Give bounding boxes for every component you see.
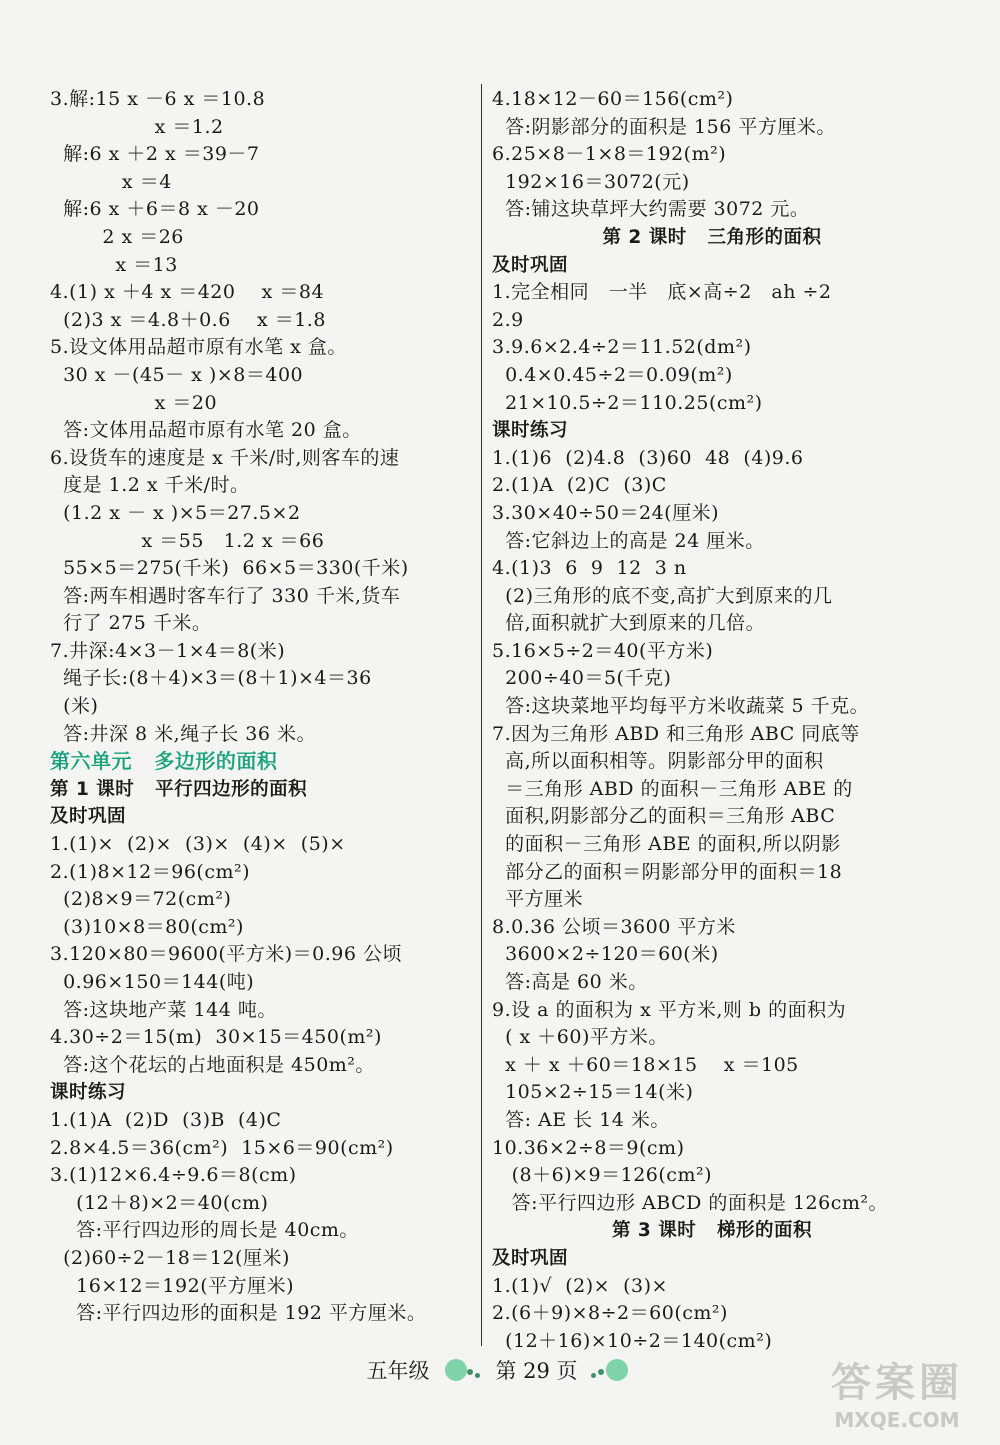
right-line: 10.36×2÷8＝9(cm) (492, 1136, 685, 1159)
left-line: 答:这块地产菜 144 吨。 (50, 998, 277, 1021)
left-line: 解:6 x ＋6＝8 x －20 (50, 198, 260, 221)
left-line: 第六单元 多边形的面积 (50, 749, 278, 774)
right-line: 2.(6＋9)×8÷2＝60(cm²) (492, 1302, 728, 1325)
left-line: 解:6 x ＋2 x ＝39－7 (50, 143, 260, 166)
left-line: x ＝55 1.2 x ＝66 (50, 529, 325, 552)
left-line: x ＝13 (50, 253, 178, 276)
right-line: 4.18×12－60＝156(cm²) (492, 88, 734, 110)
column-divider (481, 84, 482, 1346)
left-column (50, 86, 470, 1328)
left-line: 答:井深 8 米,绳子长 36 米。 (50, 722, 316, 745)
right-line: ( x ＋60)平方米。 (492, 1026, 668, 1049)
right-line: 1.(1)√ (2)× (3)× (492, 1274, 668, 1297)
left-line: (2)8×9＝72(cm²) (50, 888, 232, 911)
right-line: 105×2÷15＝14(米) (492, 1081, 694, 1104)
right-line: 9.设 a 的面积为 x 平方米,则 b 的面积为 (492, 998, 847, 1021)
right-line: (12＋16)×10÷2＝140(cm²) (492, 1329, 773, 1352)
bubble-right-icon (588, 1355, 634, 1385)
page-number: 第 29 页 (495, 1359, 578, 1383)
right-line: 第 2 课时 三角形的面积 (602, 226, 822, 248)
left-line: x ＝1.2 (50, 115, 224, 138)
right-line: 21×10.5÷2＝110.25(cm²) (492, 391, 763, 414)
right-line: (2)三角形的底不变,高扩大到原来的几 (492, 584, 833, 607)
right-line: 答: AE 长 14 米。 (492, 1108, 670, 1131)
left-line: 0.96×150＝144(吨) (50, 971, 255, 993)
right-line: 2.9 (492, 308, 524, 331)
right-line: 答:这块菜地平均每平方米收蔬菜 5 千克。 (492, 695, 870, 718)
right-line: x ＋ x ＋60＝18×15 x ＝105 (492, 1053, 799, 1076)
left-line: 绳子长:(8＋4)×3＝(8＋1)×4＝36 (50, 667, 372, 690)
right-line: 3.30×40÷50＝24(厘米) (492, 501, 720, 524)
left-line: 及时巩固 (50, 806, 127, 828)
left-line: 答:两车相遇时客车行了 330 千米,货车 (50, 584, 401, 607)
left-line: 5.设文体用品超市原有水笔 x 盒。 (50, 336, 347, 359)
left-line: (3)10×8＝80(cm²) (50, 915, 244, 938)
left-line: 7.井深:4×3－1×4＝8(米) (50, 639, 286, 662)
right-line: 课时练习 (492, 420, 569, 442)
right-line: 平方厘米 (492, 888, 584, 911)
left-line: 3.(1)12×6.4÷9.6＝8(cm) (50, 1164, 297, 1187)
left-line: 1.(1)A (2)D (3)B (4)C (50, 1108, 282, 1131)
left-line: 2 x ＝26 (50, 225, 184, 248)
left-line: 答:平行四边形的周长是 40cm。 (50, 1219, 359, 1242)
right-line: 及时巩固 (492, 1247, 569, 1269)
right-line: ＝三角形 ABD 的面积－三角形 ABE 的 (492, 777, 853, 800)
left-line: 3.120×80＝9600(平方米)＝0.96 公顷 (50, 943, 403, 966)
left-line: x ＝4 (50, 170, 172, 193)
left-line: 6.设货车的速度是 x 千米/时,则客车的速 (50, 446, 400, 469)
watermark-text: 答案圈 (831, 1360, 963, 1406)
left-line: 3.解:15 x －6 x ＝10.8 (50, 88, 266, 110)
right-line: 200÷40＝5(千克) (492, 667, 672, 690)
right-line: 答:平行四边形 ABCD 的面积是 126cm²。 (492, 1191, 888, 1214)
right-line: 答:阴影部分的面积是 156 平方厘米。 (492, 115, 836, 138)
left-line: 答:文体用品超市原有水笔 20 盒。 (50, 419, 362, 442)
left-line: 第 1 课时 平行四边形的面积 (50, 778, 308, 800)
left-line: 4.30÷2＝15(m) 30×15＝450(m²) (50, 1026, 382, 1049)
right-line: 答:高是 60 米。 (492, 971, 648, 993)
right-line: 5.16×5÷2＝40(平方米) (492, 639, 714, 662)
right-line: 倍,面积就扩大到原来的几倍。 (492, 612, 766, 635)
left-line: 4.(1) x ＋4 x ＝420 x ＝84 (50, 281, 325, 304)
grade-label: 五年级 (366, 1359, 430, 1383)
right-line: 3.9.6×2.4÷2＝11.52(dm²) (492, 336, 752, 359)
bubble-left-icon (439, 1355, 485, 1385)
right-line: 答:它斜边上的高是 24 厘米。 (492, 529, 765, 552)
right-line: 192×16＝3072(元) (492, 170, 690, 193)
left-line: 55×5＝275(千米) 66×5＝330(千米) (50, 557, 409, 580)
right-line: 答:铺这块草坪大约需要 3072 元。 (492, 198, 810, 221)
right-line: 1.完全相同 一半 底×高÷2 ah ÷2 (492, 281, 832, 304)
left-line: (12＋8)×2＝40(cm) (50, 1191, 269, 1214)
left-line: 行了 275 千米。 (50, 612, 212, 635)
left-line: x ＝20 (50, 391, 218, 414)
left-line: 1.(1)× (2)× (3)× (4)× (5)× (50, 833, 346, 856)
right-line: 0.4×0.45÷2＝0.09(m²) (492, 363, 733, 386)
left-line: 度是 1.2 x 千米/时。 (50, 474, 250, 497)
left-line: 答:这个花坛的占地面积是 450m²。 (50, 1053, 375, 1076)
right-line: 及时巩固 (492, 254, 569, 276)
right-line: 第 3 课时 梯形的面积 (611, 1220, 813, 1242)
right-line: 高,所以面积相等。阴影部分甲的面积 (492, 750, 824, 773)
left-line: 答:平行四边形的面积是 192 平方厘米。 (50, 1302, 427, 1325)
right-line: 8.0.36 公顷＝3600 平方米 (492, 915, 736, 938)
right-column (492, 86, 932, 1355)
right-line: 1.(1)6 (2)4.8 (3)60 48 (4)9.6 (492, 446, 804, 469)
left-line: (2)3 x ＝4.8＋0.6 x ＝1.8 (50, 308, 326, 331)
right-line: 3600×2÷120＝60(米) (492, 943, 719, 966)
watermark-logo (812, 1351, 982, 1431)
left-line: (2)60÷2－18＝12(厘米) (50, 1246, 290, 1269)
watermark-url: MXQE.COM (834, 1408, 960, 1432)
left-line: 16×12＝192(平方厘米) (50, 1274, 295, 1297)
left-line: 课时练习 (50, 1082, 127, 1104)
left-line: 2.8×4.5＝36(cm²) 15×6＝90(cm²) (50, 1136, 394, 1159)
right-line: (8＋6)×9＝126(cm²) (492, 1164, 712, 1187)
right-line: 4.(1)3 6 9 12 3 n (492, 557, 687, 580)
left-line: (1.2 x － x )×5＝27.5×2 (50, 501, 301, 524)
right-line: 部分乙的面积＝阴影部分甲的面积＝18 (492, 860, 843, 883)
right-line: 面积,阴影部分乙的面积＝三角形 ABC (492, 805, 836, 828)
left-line: 2.(1)8×12＝96(cm²) (50, 860, 251, 883)
right-line: 2.(1)A (2)C (3)C (492, 474, 667, 497)
right-line: 的面积－三角形 ABE 的面积,所以阴影 (492, 833, 841, 856)
right-line: 7.因为三角形 ABD 和三角形 ABC 同底等 (492, 722, 860, 745)
left-line: 30 x －(45－ x )×8＝400 (50, 363, 304, 386)
left-line: (米) (50, 695, 99, 718)
right-line: 6.25×8－1×8＝192(m²) (492, 143, 727, 166)
